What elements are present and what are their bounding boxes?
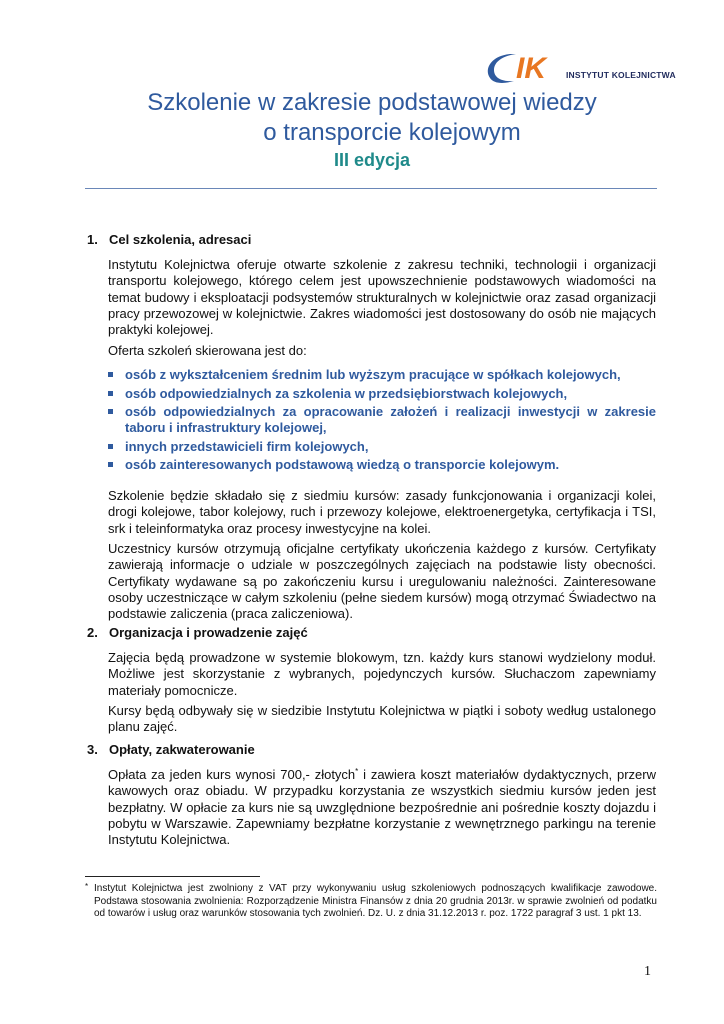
- logo-mark: IK: [516, 52, 546, 85]
- list-item: innych przedstawicieli firm kolejowych,: [108, 439, 656, 455]
- document-title-line1: Szkolenie w zakresie podstawowej wiedzy: [147, 89, 597, 116]
- paragraph: Zajęcia będą prowadzone w systemie blokowym, tzn. każdy kurs stanowi wydzielony moduł. Możliwe jest skorzystanie z wybranych, pojedynczych kursów. Słuchaczom zapewniamy materiały pomocnicze.: [108, 650, 656, 698]
- paragraph: Uczestnicy kursów otrzymują oficjalne certyfikaty ukończenia każdego z kursów. Certyfikaty zawierają informacje o udziale w poszczególnych zajęciach na podstawie listy obecności. Certyfikaty wydawane są po zakończeniu kursu i uregulowaniu należności. Zainteresowane osoby uczestniczące w całym szkoleniu (pełne siedem kursów) mogą otrzymać Świadectwo na podstawie zaliczenia (praca zaliczeniowa).: [108, 541, 656, 622]
- title-divider: [85, 188, 657, 189]
- section-heading: [87, 625, 308, 640]
- institute-logo: [480, 48, 680, 88]
- section-number: 3.: [87, 742, 98, 757]
- section-heading: [87, 742, 255, 757]
- page-number: 1: [644, 964, 651, 979]
- section-title: Cel szkolenia, adresaci: [109, 232, 252, 247]
- paragraph: Szkolenie będzie składało się z siedmiu kursów: zasady funkcjonowania i organizacji kolei, drogi kolejowe, tabor kolejowy, ruch i przewozy kolejowe, elektroenergetyka, certyfikacja i TSI, srk i teleinformatyka oraz procesy inwestycyjne na kolei.: [108, 488, 656, 536]
- footnote-text: Instytut Kolejnictwa jest zwolniony z VAT przy wykonywaniu usług szkoleniowych podnoszących kwalifikacje zawodowe. Podstawa stosowania zwolnienia: Rozporządzenie Ministra Finansów z dnia 20 grudnia 2013r. w sprawie zwolnień od podatku od towarów i usług oraz warunków stosowania tych zwolnień. Dz. U. z dnia 31.12.2013 r. poz. 1722 paragraf 3 ust. 1 pkt 13.: [94, 883, 657, 919]
- paragraph: Instytutu Kolejnictwa oferuje otwarte szkolenie z zakresu techniki, technologii i organizacji transportu kolejowego, którego celem jest upowszechnienie podstawowych wiadomości na temat budowy i eksploatacji podsystemów strukturalnych w kolejnictwie oraz zasad organizacji pracy przewozowej w kolejnictwie. Zakres wiadomości jest dostosowany do osób nie mających praktyki kolejowej.: [108, 257, 656, 338]
- section-number: 1.: [87, 232, 98, 247]
- footnote-divider: [85, 876, 260, 877]
- edition-label: III edycja: [333, 150, 411, 170]
- paragraph: Opłata za jeden kurs wynosi 700,- złotych* i zawiera koszt materiałów dydaktycznych, przerw kawowych oraz obiadu. W przypadku korzystania ze wszystkich siedmiu kursów jeden jest bezpłatny. W opłacie za kurs nie są uwzględnione bezpośrednie ani pośrednie koszty dojazdu i pobytu w Warszawie. Zapewniamy bezpłatne korzystanie z wewnętrznego parkingu na terenie Instytutu Kolejnictwa.: [108, 767, 656, 848]
- list-item: osób z wykształceniem średnim lub wyższym pracujące w spółkach kolejowych,: [108, 367, 656, 383]
- square-bullet-icon: [108, 409, 113, 414]
- paragraph: Kursy będą odbywały się w siedzibie Instytutu Kolejnictwa w piątki i soboty według ustalonego planu zajęć.: [108, 703, 656, 735]
- square-bullet-icon: [108, 372, 113, 377]
- list-item: osób odpowiedzialnych za opracowanie założeń i realizacji inwestycji w zakresie taboru i infrastruktury kolejowej,: [108, 404, 656, 436]
- logo-text: INSTYTUT KOLEJNICTWA: [566, 70, 676, 80]
- footnote: [85, 883, 657, 921]
- section-number: 2.: [87, 625, 98, 640]
- list-item: osób odpowiedzialnych za szkolenia w przedsiębiorstwach kolejowych,: [108, 386, 656, 402]
- section-title: Opłaty, zakwaterowanie: [109, 742, 255, 757]
- list-item: osób zainteresowanych podstawową wiedzą o transporcie kolejowym.: [108, 457, 656, 473]
- square-bullet-icon: [108, 391, 113, 396]
- square-bullet-icon: [108, 444, 113, 449]
- paragraph: Oferta szkoleń skierowana jest do:: [108, 343, 307, 358]
- section-heading: [87, 232, 251, 247]
- audience-list: [108, 367, 656, 476]
- footnote-mark: *: [85, 882, 89, 891]
- logo-swoosh-icon: [488, 54, 516, 83]
- section-title: Organizacja i prowadzenie zajęć: [109, 625, 308, 640]
- document-title-line2: o transporcie kolejowym: [263, 119, 521, 146]
- square-bullet-icon: [108, 462, 113, 467]
- footnote-reference: *: [355, 767, 359, 776]
